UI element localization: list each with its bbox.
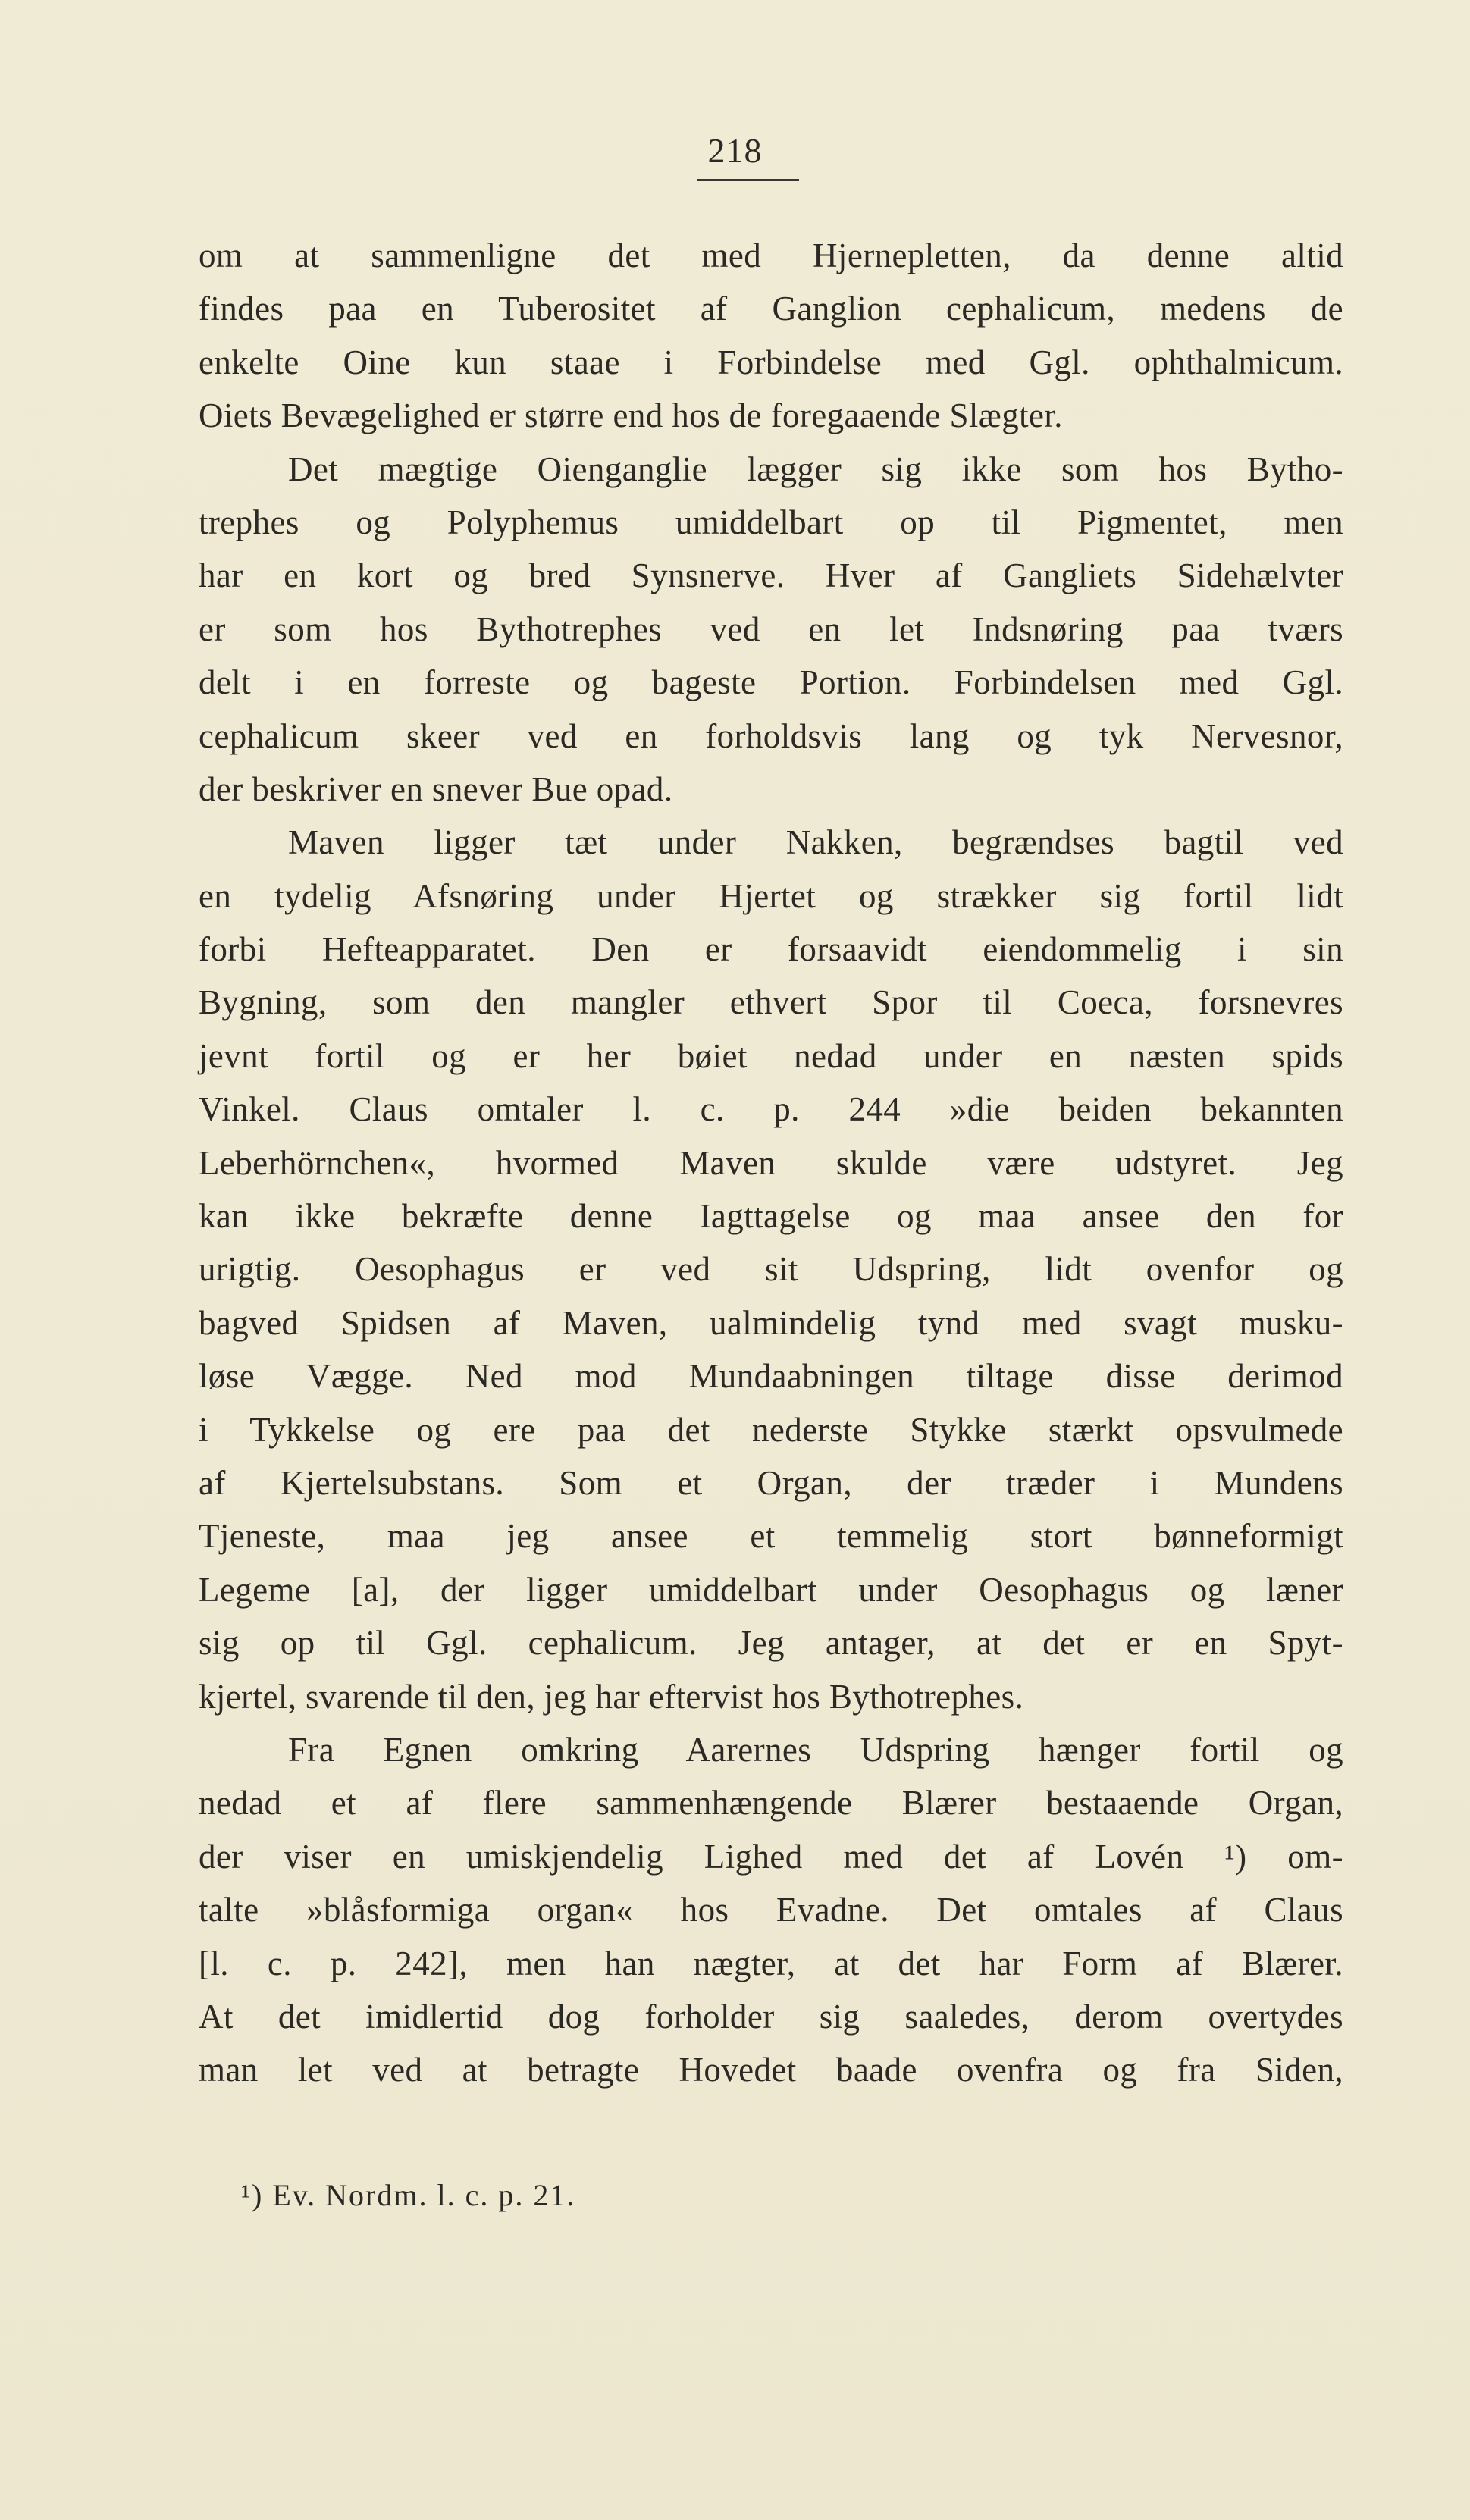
text-line: cephalicum skeer ved en forholdsvis lang og tyk Nervesnor, [199, 716, 1343, 755]
text-line: Det mægtige Oienganglie lægger sig ikke som hos Bytho- [288, 450, 1343, 488]
text-line: løse Vægge. Ned mod Mundaabningen tiltage disse derimod [199, 1357, 1343, 1396]
body-text [199, 229, 1343, 2097]
text-line: findes paa en Tuberositet af Ganglion cephalicum, medens de [199, 290, 1343, 328]
text-line: Maven ligger tæt under Nakken, begrændses bagtil ved [288, 823, 1343, 862]
text-line: Vinkel. Claus omtaler l. c. p. 244 »die beiden bekannten [199, 1090, 1343, 1129]
text-line: har en kort og bred Synsnerve. Hver af Gangliets Sidehælvter [199, 556, 1343, 595]
text-line: af Kjertelsubstans. Som et Organ, der træder i Mundens [199, 1463, 1343, 1502]
text-line: man let ved at betragte Hovedet baade ovenfra og fra Siden, [199, 2051, 1343, 2089]
text-line: om at sammenligne det med Hjernepletten, da denne altid [199, 237, 1343, 274]
text-line: At det imidlertid dog forholder sig saaledes, derom overtydes [199, 1997, 1343, 2036]
text-line: Tjeneste, maa jeg ansee et temmelig stort bønneformigt [199, 1517, 1343, 1556]
text-line: Fra Egnen omkring Aarernes Udspring hænger fortil og [288, 1730, 1343, 1769]
text-line: Leberhörnchen«, hvormed Maven skulde være udstyret. Jeg [199, 1143, 1343, 1182]
page-number: 218 [707, 131, 763, 170]
text-line: Bygning, som den mangler ethvert Spor til Coeca, forsnevres [199, 983, 1343, 1022]
text-line: der beskriver en snever Bue opad. [199, 769, 673, 808]
text-line: bagved Spidsen af Maven, ualmindelig tynd med svagt musku- [199, 1303, 1343, 1342]
text-line: der viser en umiskjendelig Lighed med det af Lovén ¹) om- [199, 1837, 1343, 1876]
footnote: ¹) Ev. Nordm. l. c. p. 21. [241, 2178, 576, 2212]
text-line: nedad et af flere sammenhængende Blærer bestaaende Organ, [199, 1784, 1343, 1823]
text-line: Legeme [a], der ligger umiddelbart under Oesophagus og læner [199, 1570, 1343, 1609]
text-line: Oiets Bevægelighed er større end hos de foregaaende Slægter. [199, 396, 1063, 435]
text-line: kjertel, svarende til den, jeg har eftervist hos Bythotrephes. [199, 1677, 1024, 1716]
page-number-rule [697, 179, 799, 181]
text-line: sig op til Ggl. cephalicum. Jeg antager, at det er en Spyt- [199, 1624, 1343, 1663]
text-line: en tydelig Afsnøring under Hjertet og strækker sig fortil lidt [199, 876, 1343, 915]
text-line: i Tykkelse og ere paa det nederste Stykke stærkt opsvulmede [199, 1410, 1343, 1449]
text-line: er som hos Bythotrephes ved en let Indsnøring paa tværs [199, 610, 1343, 648]
text-line: jevnt fortil og er her bøiet nedad under en næsten spids [199, 1036, 1343, 1075]
text-line: urigtig. Oesophagus er ved sit Udspring, lidt ovenfor og [199, 1250, 1343, 1289]
text-line: [l. c. p. 242], men han nægter, at det har Form af Blærer. [199, 1944, 1343, 1982]
text-line: enkelte Oine kun staae i Forbindelse med Ggl. ophthalmicum. [199, 343, 1343, 381]
text-line: delt i en forreste og bageste Portion. Forbindelsen med Ggl. [199, 663, 1343, 702]
text-line: trephes og Polyphemus umiddelbart op til Pigmentet, men [199, 503, 1343, 541]
text-line: forbi Hefteapparatet. Den er forsaavidt eiendommelig i sin [199, 930, 1343, 969]
text-line: talte »blåsformiga organ« hos Evadne. Det omtales af Claus [199, 1891, 1343, 1929]
text-line: kan ikke bekræfte denne Iagttagelse og maa ansee den for [199, 1197, 1343, 1236]
